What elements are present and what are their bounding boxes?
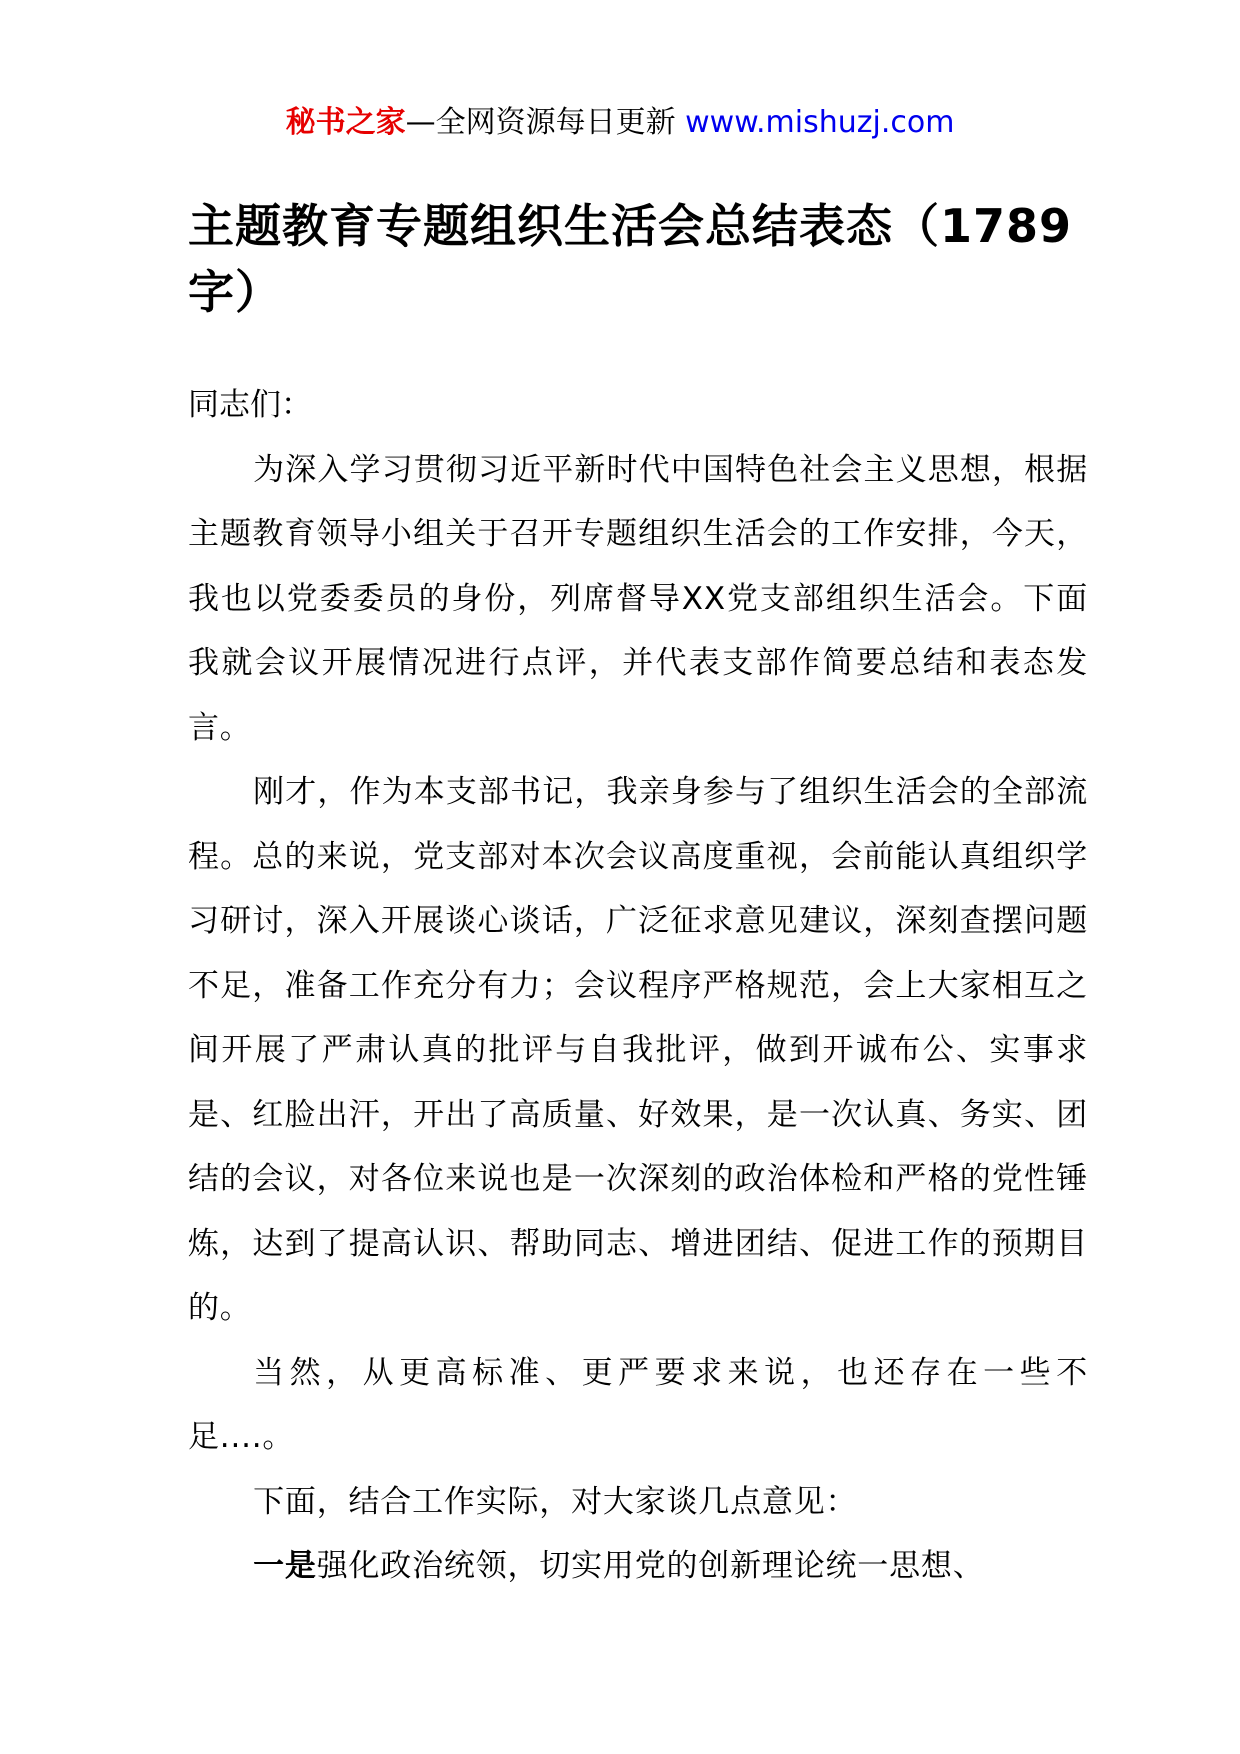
point-one-lead: 一是 [253, 1548, 317, 1584]
site-url-link[interactable]: www.mishuzj.com [685, 105, 955, 140]
paragraph-opinions-intro: 下面，结合工作实际，对大家谈几点意见： [253, 1483, 858, 1520]
salutation: 同志们： [188, 387, 312, 423]
paragraph-point-one [188, 1534, 1088, 1599]
paragraph-shortcomings: 当然，从更高标准、更严要求来说，也还存在一些不足....。 [188, 1354, 1088, 1455]
paragraph-review: 刚才，作为本支部书记，我亲身参与了组织生活会的全部流程。总的来说，党支部对本次会议高度重视，会前能认真组织学习研讨，深入开展谈心谈话，广泛征求意见建议，深刻查摆问题不足，准备工作充分有力；会议程序严格规范，会上大家相互之间开展了严肃认真的批评与自我批评，做到开诚布公、实事求是、红脸出汗，开出了高质量、好效果，是一次认真、务实、团结的会议，对各位来说也是一次深刻的政治体检和严格的党性锤炼，达到了提高认识、帮助同志、增进团结、促进工作的预期目的。 [188, 774, 1088, 1326]
document-title: 主题教育专题组织生活会总结表态（1789字） [188, 199, 1073, 319]
document-body [188, 193, 1088, 1599]
site-brand: 秘书之家 [285, 105, 406, 140]
paragraph-intro: 为深入学习贯彻习近平新时代中国特色社会主义思想，根据主题教育领导小组关于召开专题组织生活会的工作安排，今天，我也以党委委员的身份，列席督导XX党支部组织生活会。下面我就会议开展情况进行点评，并代表支部作简要总结和表态发言。 [188, 451, 1088, 746]
site-tagline: —全网资源每日更新 [405, 105, 676, 140]
point-one-text: 强化政治统领，切实用党的创新理论统一思想、 [316, 1548, 985, 1584]
site-header [0, 100, 1240, 146]
